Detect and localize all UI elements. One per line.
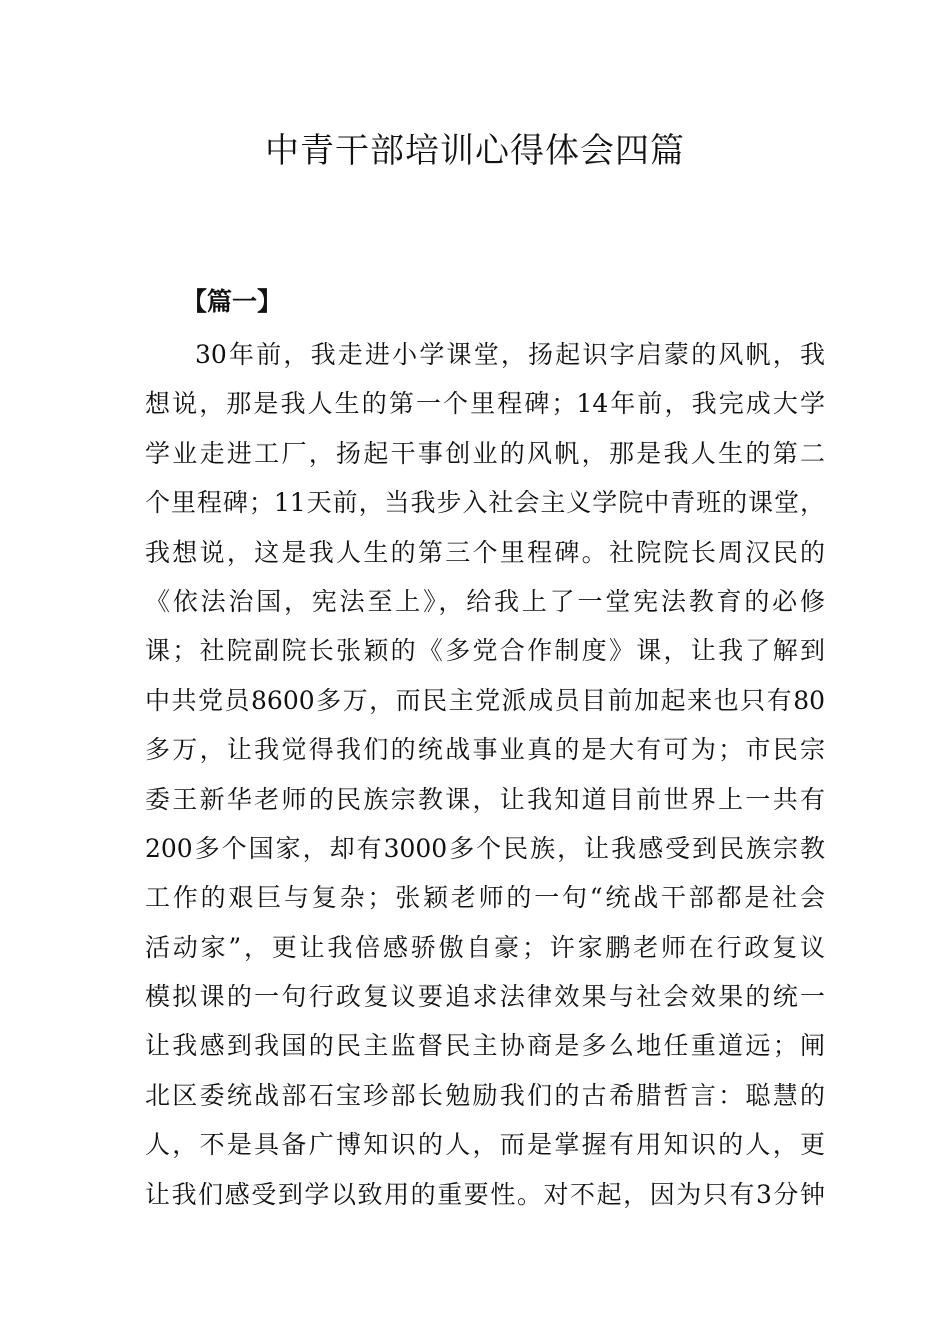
document-title: 中青干部培训心得体会四篇 bbox=[265, 131, 685, 171]
paragraph-line: 课；社院副院长张颖的《多党合作制度》课，让我了解到 bbox=[145, 636, 825, 666]
paragraph-line: 个里程碑；11天前，当我步入社会主义学院中青班的课堂， bbox=[145, 488, 825, 518]
paragraph-line: 人，不是具备广博知识的人，而是掌握有用知识的人，更 bbox=[145, 1130, 825, 1160]
paragraph-line: 《依法治国，宪法至上》，给我上了一堂宪法教育的必修 bbox=[145, 586, 825, 616]
paragraph-line: 学业走进工厂，扬起干事创业的风帆，那是我人生的第二 bbox=[145, 438, 825, 468]
paragraph-line: 委王新华老师的民族宗教课，让我知道目前世界上一共有 bbox=[145, 784, 825, 814]
section-heading: 【篇一】 bbox=[182, 287, 283, 316]
paragraph-line: 工作的艰巨与复杂；张颖老师的一句“统战干部都是社会 bbox=[145, 883, 825, 913]
paragraph-line: 中共党员8600多万，而民主党派成员目前加起来也只有80 bbox=[145, 685, 825, 715]
paragraph-line: 模拟课的一句行政复议要追求法律效果与社会效果的统一 bbox=[145, 982, 825, 1012]
paragraph-line: 北区委统战部石宝珍部长勉励我们的古希腊哲言：聪慧的 bbox=[145, 1080, 825, 1110]
paragraph-line: 让我们感受到学以致用的重要性。对不起，因为只有3分钟 bbox=[145, 1179, 825, 1209]
paragraph-line: 30年前，我走进小学课堂，扬起识字启蒙的风帆，我 bbox=[195, 340, 825, 369]
paragraph-line: 我想说，这是我人生的第三个里程碑。社院院长周汉民的 bbox=[145, 537, 825, 567]
paragraph-line: 让我感到我国的民主监督民主协商是多么地任重道远；闸 bbox=[145, 1031, 825, 1061]
body-text bbox=[145, 330, 825, 1219]
paragraph-line: 200多个国家，却有3000多个民族，让我感受到民族宗教 bbox=[145, 833, 825, 863]
paragraph-line: 想说，那是我人生的第一个里程碑；14年前，我完成大学 bbox=[145, 389, 825, 419]
paragraph-line: 多万，让我觉得我们的统战事业真的是大有可为；市民宗 bbox=[145, 735, 825, 765]
paragraph-line: 活动家”，更让我倍感骄傲自豪；许家鹏老师在行政复议 bbox=[145, 932, 825, 962]
